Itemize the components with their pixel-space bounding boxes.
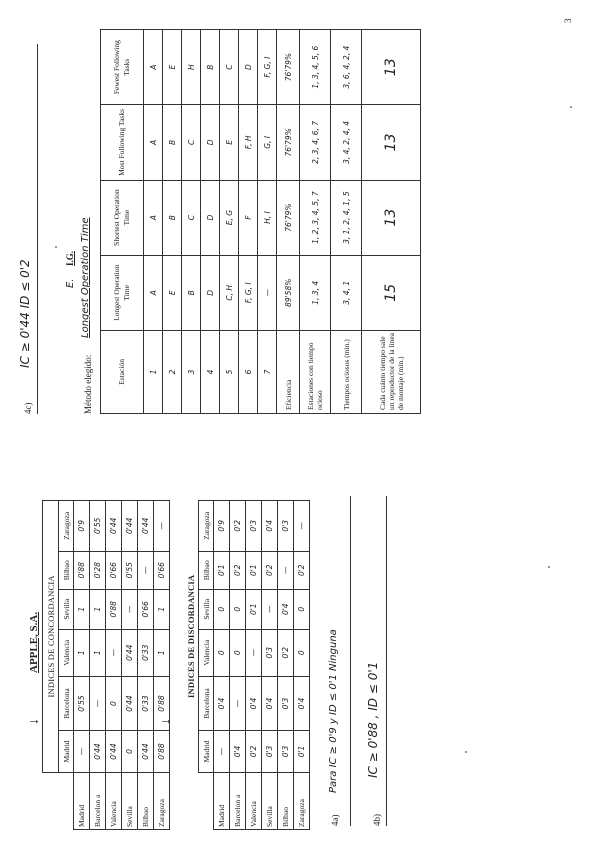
table-cell: 0'44 <box>106 501 122 552</box>
item-4a-label: 4a) <box>330 814 340 826</box>
table-row <box>122 501 138 830</box>
table-cell: 0'2 <box>246 731 262 773</box>
table-cell: 0 <box>230 589 246 629</box>
table-row <box>294 501 310 830</box>
table-cell: 0 <box>122 731 138 773</box>
table-cell: 0'4 <box>246 676 262 730</box>
table-cell: F, H <box>239 105 258 180</box>
table-row <box>246 501 262 830</box>
column-header: Shortest Operation Time <box>101 180 144 255</box>
row-label: Bilbao <box>278 772 294 829</box>
table-row <box>331 30 362 414</box>
table-row <box>220 30 239 414</box>
column-header: Barcelona <box>199 676 214 730</box>
table-cell: 1 <box>90 589 106 629</box>
table-cell: E <box>220 105 239 180</box>
table-cell: 0'44 <box>122 676 138 730</box>
table-cell: 0'44 <box>106 731 122 773</box>
station-number: 2 <box>163 330 182 413</box>
column-header: Madrid <box>59 731 74 773</box>
table-cell: 0'33 <box>138 629 154 676</box>
table-cell: 0'44 <box>90 731 106 773</box>
table-row <box>262 501 278 830</box>
arrow-right-icon: → <box>159 713 173 728</box>
table-cell: 1, 3, 4, 5, 6 <box>300 30 331 105</box>
table-cell: 0 <box>106 676 122 730</box>
row-label: Valencia <box>106 772 122 829</box>
table-cell: 0'28 <box>90 551 106 589</box>
heading-ig: I.G. <box>65 250 75 266</box>
table-cell: 0'66 <box>154 551 170 589</box>
table-cell: 0'3 <box>278 731 294 773</box>
table-cell: — <box>246 629 262 676</box>
page-number: 3 <box>563 18 573 23</box>
station-number: 5 <box>220 330 239 413</box>
table-cell: — <box>278 551 294 589</box>
table-cell: 0'44 <box>122 501 138 552</box>
column-header: Sevilla <box>199 589 214 629</box>
table-cell: 1 <box>74 589 90 629</box>
table-cell: F <box>239 180 258 255</box>
table-cell: 15 <box>362 255 421 330</box>
table-cell: 0'88 <box>106 589 122 629</box>
table-cell: 0'3 <box>262 731 278 773</box>
row-label: Estaciones con tiempo ocioso <box>300 330 331 413</box>
table-cell: 0'4 <box>262 676 278 730</box>
table-cell: 0'44 <box>138 731 154 773</box>
row-label: Zaragoza <box>294 772 310 829</box>
table-cell: 0'2 <box>278 629 294 676</box>
table-cell: 0'44 <box>138 501 154 552</box>
table-row <box>214 501 230 830</box>
table-cell: 1 <box>90 629 106 676</box>
table-cell: 0'1 <box>214 551 230 589</box>
table-cell: 3, 1, 2, 4, 1, 5 <box>331 180 362 255</box>
table-cell: C <box>220 30 239 105</box>
table-row <box>239 30 258 414</box>
table-cell: H, I <box>258 180 277 255</box>
table-cell: 0'55 <box>122 551 138 589</box>
item-4c-text: IC ≥ 0'44 ID ≤ 0'2 <box>18 259 32 368</box>
table-cell: 0 <box>294 589 310 629</box>
table-cell: 0 <box>214 629 230 676</box>
station-number: 6 <box>239 330 258 413</box>
column-header: Bilbao <box>59 551 74 589</box>
item-4c-label: 4c) <box>23 402 33 414</box>
table-cell: 76'79% <box>277 30 300 105</box>
table-cell: C, H <box>220 255 239 330</box>
table-cell: D <box>201 105 220 180</box>
table-row <box>138 501 154 830</box>
column-header: Madrid <box>199 731 214 773</box>
item-4b-label: 4b) <box>372 814 382 826</box>
table-cell: 1, 3, 4 <box>300 255 331 330</box>
table-row <box>154 501 170 830</box>
table-cell: 3, 4, 1 <box>331 255 362 330</box>
row-label: Eficiencia <box>277 330 300 413</box>
table-cell: — <box>106 629 122 676</box>
column-header: Sevilla <box>59 589 74 629</box>
table-cell: 0'88 <box>154 731 170 773</box>
table-cell: 0'1 <box>294 731 310 773</box>
table-cell: 13 <box>362 105 421 180</box>
table-cell: 0'66 <box>138 589 154 629</box>
table-cell: 1, 2, 3, 4, 5, 7 <box>300 180 331 255</box>
table-cell: 1 <box>74 629 90 676</box>
table-cell: 0'3 <box>278 501 294 552</box>
item-4b-text: IC ≥ 0'88 , ID ≤ 0'1 <box>366 661 380 778</box>
table-cell: — <box>138 551 154 589</box>
station-number: 3 <box>182 330 201 413</box>
table-row <box>300 30 331 414</box>
column-header: Fewest Following Tasks <box>101 30 144 105</box>
table-cell: 0'4 <box>230 731 246 773</box>
table-cell: 3, 4, 2, 4, 4 <box>331 105 362 180</box>
row-label: Cada cuánto tiempo sale un reproductor de la línea de montaje (min.) <box>362 330 421 413</box>
metodo-value: Longest Operation Time <box>80 217 91 338</box>
row-label: Zaragoza <box>154 772 170 829</box>
table-cell: 0'2 <box>294 551 310 589</box>
table-cell: C <box>182 105 201 180</box>
row-label: Valencia <box>246 772 262 829</box>
table-row <box>362 30 421 414</box>
table-cell: 13 <box>362 180 421 255</box>
metodo-label: Método elegido: <box>83 354 93 414</box>
table-cell: — <box>258 255 277 330</box>
table-cell: E <box>163 255 182 330</box>
table-cell: F, G, I <box>258 30 277 105</box>
column-header: Barcelona <box>59 676 74 730</box>
table-cell: A <box>144 255 163 330</box>
table-row <box>163 30 182 414</box>
table-cell: B <box>182 255 201 330</box>
column-header: Valencia <box>199 629 214 676</box>
table-cell: 0'44 <box>122 629 138 676</box>
table-cell: 0'88 <box>74 551 90 589</box>
document-title: APPLE, S.A. <box>28 611 40 673</box>
table-cell: 0'4 <box>278 589 294 629</box>
discordance-title: INDICES DE DISCORDANCIA <box>185 574 196 698</box>
table-cell: 0'2 <box>262 551 278 589</box>
table-cell: 0'3 <box>278 676 294 730</box>
concordance-title: INDICES DE CONCORDANCIA <box>43 501 59 773</box>
table-cell: B <box>201 30 220 105</box>
table-row <box>106 501 122 830</box>
station-number: 4 <box>201 330 220 413</box>
table-cell: D <box>201 255 220 330</box>
table-cell: 3, 6, 4, 2, 4 <box>331 30 362 105</box>
row-label: Barcelon a <box>230 772 246 829</box>
table-cell: — <box>294 501 310 552</box>
row-label: Madrid <box>74 772 90 829</box>
table-cell: 0 <box>230 629 246 676</box>
column-header: Valencia <box>59 629 74 676</box>
table-row <box>278 501 294 830</box>
table-cell: 0'4 <box>214 676 230 730</box>
table-cell: B <box>163 105 182 180</box>
table-cell: H <box>182 30 201 105</box>
discordance-table <box>183 500 310 830</box>
arrow-right-icon: → <box>27 713 41 728</box>
station-number: 7 <box>258 330 277 413</box>
column-header: Estación <box>101 330 144 413</box>
table-cell: A <box>144 180 163 255</box>
column-header: Longest Operation Time <box>101 255 144 330</box>
table-cell: — <box>214 731 230 773</box>
table-cell: 0'3 <box>246 501 262 552</box>
row-label: Madrid <box>214 772 230 829</box>
column-header: Zaragoza <box>59 501 74 552</box>
row-label: Barcelon a <box>90 772 106 829</box>
column-header: Most Following Tasks <box>101 105 144 180</box>
table-cell: F, G, I <box>239 255 258 330</box>
table-cell: 1 <box>154 629 170 676</box>
table-cell: 0'55 <box>90 501 106 552</box>
table-cell: D <box>201 180 220 255</box>
table-cell: — <box>230 676 246 730</box>
table-cell: 0'33 <box>138 676 154 730</box>
table-cell: 0'55 <box>74 676 90 730</box>
table-cell: G, I <box>258 105 277 180</box>
row-label: Sevilla <box>122 772 138 829</box>
table-cell: C <box>182 180 201 255</box>
table-cell: — <box>154 501 170 552</box>
table-cell: — <box>90 676 106 730</box>
table-cell: E, G <box>220 180 239 255</box>
table-cell: 0'2 <box>230 551 246 589</box>
table-cell: 0'88 <box>154 676 170 730</box>
table-row <box>74 501 90 830</box>
table-cell: 0'4 <box>294 676 310 730</box>
table-cell: 76'79% <box>277 105 300 180</box>
table-row <box>90 501 106 830</box>
table-cell: 0'9 <box>74 501 90 552</box>
row-label: Bilbao <box>138 772 154 829</box>
table-cell: 0'3 <box>262 629 278 676</box>
table-cell: 1 <box>154 589 170 629</box>
table-row <box>258 30 277 414</box>
row-label: Tiempos ociosos (min.) <box>331 330 362 413</box>
table-row <box>144 30 163 414</box>
table-cell: 89'58% <box>277 255 300 330</box>
table-cell: 0'9 <box>214 501 230 552</box>
column-header: Bilbao <box>199 551 214 589</box>
concordance-table <box>42 500 170 830</box>
table-cell: E <box>163 30 182 105</box>
table-row <box>182 30 201 414</box>
column-header: Zaragoza <box>199 501 214 552</box>
table-cell: D <box>239 30 258 105</box>
table-row <box>201 30 220 414</box>
assembly-line-table <box>100 29 421 414</box>
table-cell: 13 <box>362 30 421 105</box>
table-cell: 2, 3, 4, 6, 7 <box>300 105 331 180</box>
table-cell: — <box>262 589 278 629</box>
table-cell: — <box>122 589 138 629</box>
table-cell: 0'2 <box>230 501 246 552</box>
table-cell: 0'4 <box>262 501 278 552</box>
table-cell: 0'1 <box>246 589 262 629</box>
table-cell: A <box>144 105 163 180</box>
item-4a-text: Para IC ≥ 0'9 y ID ≤ 0'1 Ninguna <box>328 629 339 793</box>
table-cell: B <box>163 180 182 255</box>
table-row <box>277 30 300 414</box>
heading-e: E. <box>65 278 76 288</box>
table-cell: A <box>144 30 163 105</box>
table-cell: 0'1 <box>246 551 262 589</box>
table-cell: 0'66 <box>106 551 122 589</box>
table-cell: 76'79% <box>277 180 300 255</box>
table-cell: 0 <box>214 589 230 629</box>
table-cell: 0 <box>294 629 310 676</box>
table-cell: — <box>74 731 90 773</box>
table-row <box>230 501 246 830</box>
row-label: Sevilla <box>262 772 278 829</box>
station-number: 1 <box>144 330 163 413</box>
